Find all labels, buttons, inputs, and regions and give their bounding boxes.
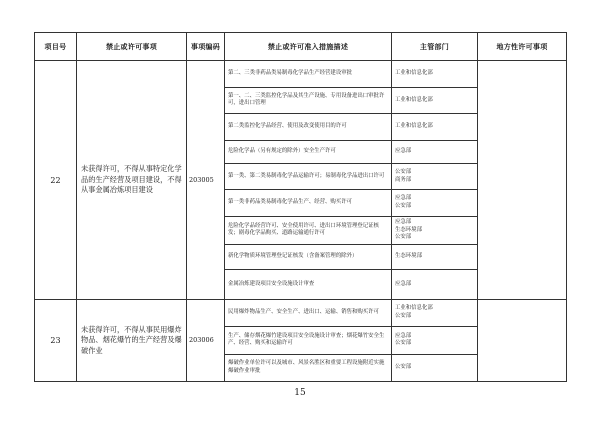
measure-cell: 第一类非药品类易制毒化学品生产、经营、购买许可 (225, 190, 392, 216)
dept-cell: 应急部 公安部 (392, 190, 478, 216)
table-row (35, 299, 567, 326)
measure-cell: 危险化学品（另有规定的除外）安全生产许可 (225, 140, 392, 163)
dept-cell: 生态环境部 (392, 245, 478, 270)
row-code: 203006 (187, 299, 225, 381)
row-number: 22 (35, 61, 77, 299)
local-cell (478, 61, 567, 299)
dept-cell: 公安部 (392, 354, 478, 381)
dept-cell: 应急部 生态环境部 公安部 (392, 216, 478, 244)
row-code: 203005 (187, 61, 225, 299)
permit-table (34, 32, 567, 382)
dept-cell: 应急部 公安部 (392, 327, 478, 354)
dept-cell: 工业和信息化部 (392, 61, 478, 87)
row-number: 23 (35, 299, 77, 381)
page-number: 15 (294, 388, 306, 398)
header-no: 项目号 (35, 33, 77, 61)
row-item: 未获得许可，不得从事民用爆炸物品、烟花爆竹的生产经营及爆破作业 (77, 299, 187, 381)
measure-cell: 第二、三类非药品类易制毒化学品生产经营建设审批 (225, 61, 392, 87)
measure-cell: 爆破作业单位许可以及城市、风景名胜区和重要工程设施附近实施爆破作业审批 (225, 354, 392, 381)
dept-cell: 工业和信息化部 (392, 87, 478, 113)
measure-cell: 第一类、第二类易制毒化学品运输许可；易制毒化学品进出口许可 (225, 163, 392, 189)
measure-cell: 生产、储存烟花爆竹建设项目安全设施设计审查；烟花爆竹安全生产、经营、购买和运输许可 (225, 327, 392, 354)
row-item: 未获得许可，不得从事特定化学品的生产经营及项目建设，不得从事金属冶炼项目建设 (77, 61, 187, 299)
table-header-row (35, 33, 567, 61)
measure-cell: 第一、二、三类监控化学品及其生产设施、专用设备进出口审批许可，进出口管理 (225, 87, 392, 113)
measure-cell: 危险化学品经营许可、安全使用许可、进出口环境管理登记证核发；剧毒化学品购买、道路运输通行许可 (225, 216, 392, 244)
measure-cell: 民用爆炸物品生产、安全生产、进出口、运输、销售和购买许可 (225, 299, 392, 326)
table-row (35, 61, 567, 87)
header-measure: 禁止或许可准入措施描述 (225, 33, 392, 61)
header-local: 地方性许可事项 (478, 33, 567, 61)
measure-cell: 第二类监控化学品经营、使用及改变使用目的许可 (225, 114, 392, 140)
dept-cell: 工业和信息化部 公安部 (392, 299, 478, 326)
local-cell (478, 299, 567, 381)
measure-cell: 金属冶炼建设项目安全设施设计审查 (225, 270, 392, 299)
dept-cell: 应急部 (392, 270, 478, 299)
header-code: 事项编码 (187, 33, 225, 61)
dept-cell: 工业和信息化部 (392, 114, 478, 140)
header-dept: 主管部门 (392, 33, 478, 61)
dept-cell: 应急部 (392, 140, 478, 163)
header-item: 禁止或许可事项 (77, 33, 187, 61)
dept-cell: 公安部 商务部 (392, 163, 478, 189)
measure-cell: 新化学物质环境管理登记证核发（含备案管理的除外） (225, 245, 392, 270)
